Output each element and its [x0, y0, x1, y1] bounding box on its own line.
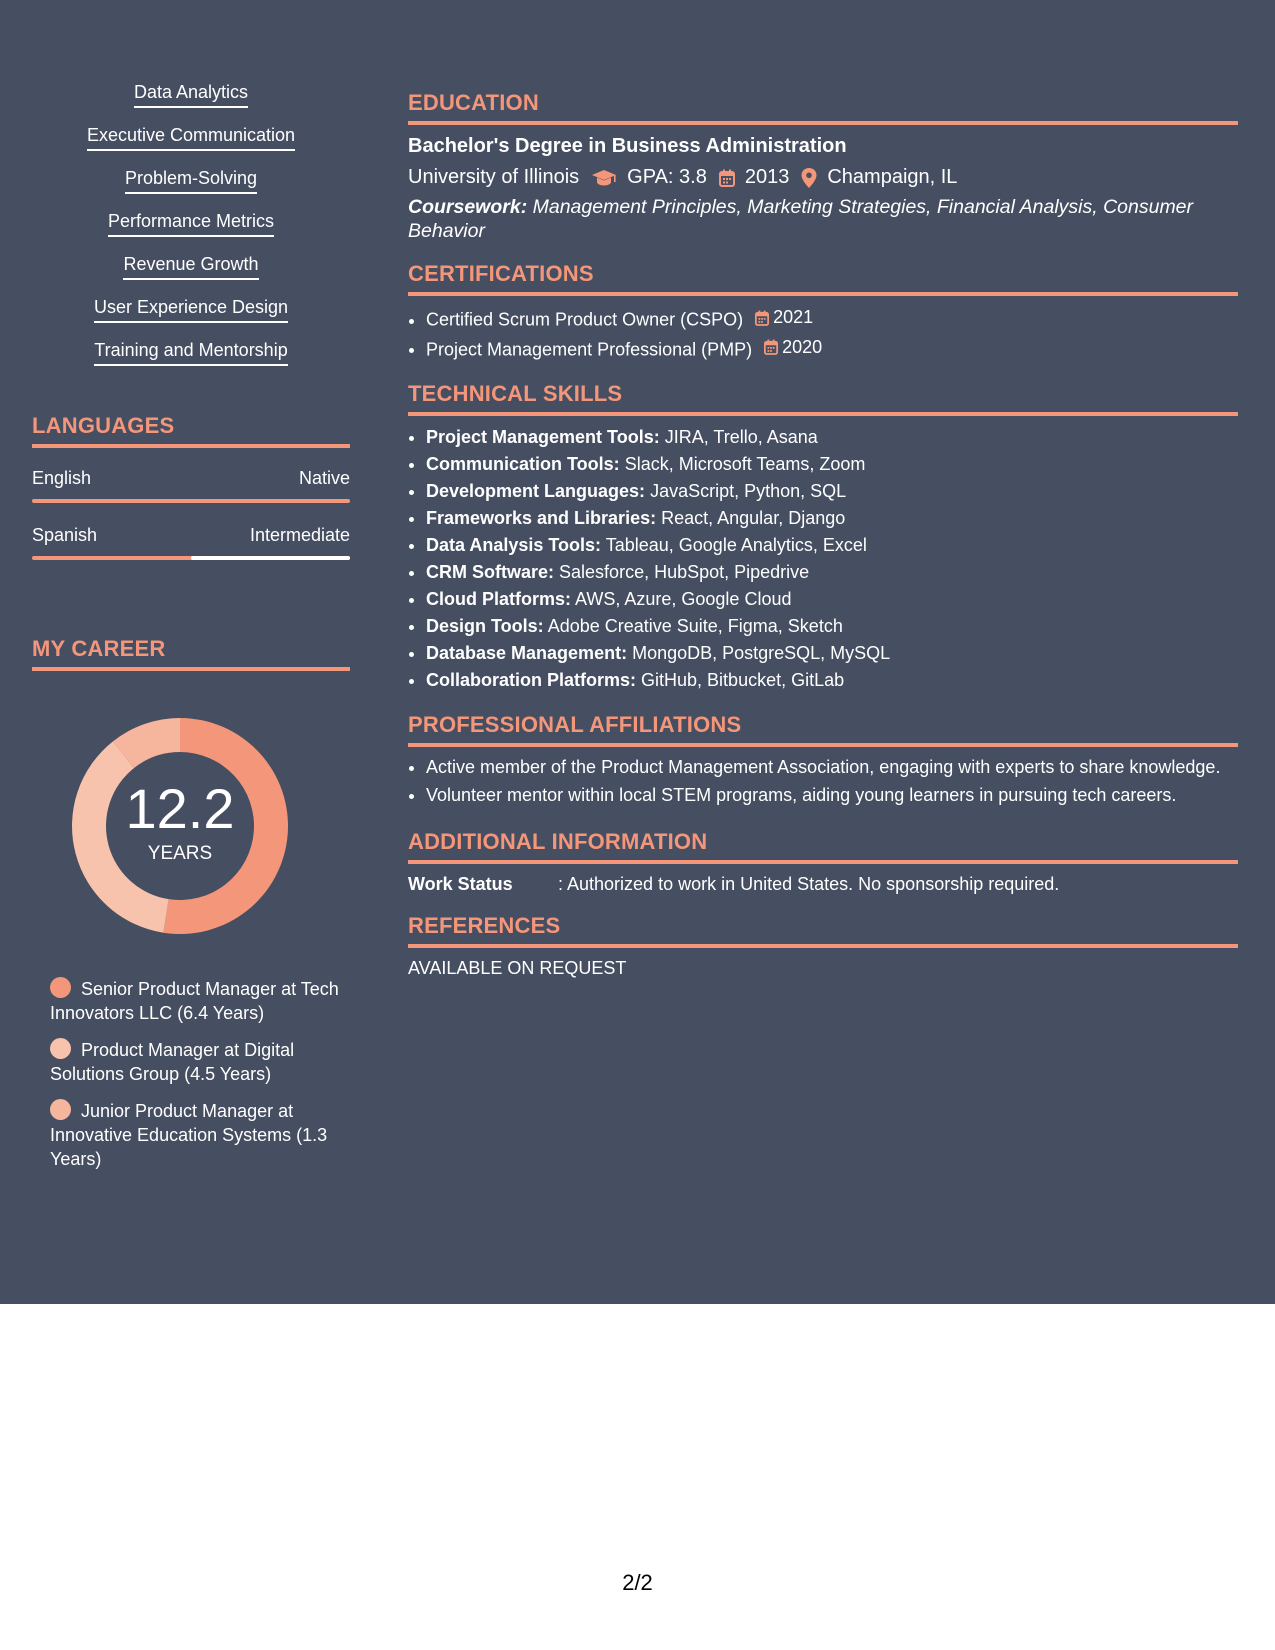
school-location: Champaign, IL [827, 166, 958, 188]
technical-skill-item: • Development Languages: JavaScript, Python, SQL [426, 478, 1238, 505]
education-heading: EDUCATION [408, 90, 1238, 125]
education-details [408, 166, 1238, 189]
skill-tag[interactable]: Executive Communication [87, 125, 295, 151]
language-name: English [32, 468, 92, 488]
language-item [32, 468, 350, 503]
certifications-heading: CERTIFICATIONS [408, 261, 1238, 296]
location-pin-icon [801, 168, 817, 188]
technical-skill-item: • Cloud Platforms: AWS, Azure, Google Cloud [426, 586, 1238, 613]
coursework [408, 195, 1238, 243]
additional-info-heading: ADDITIONAL INFORMATION [408, 829, 1238, 864]
graduation-year: 2013 [744, 166, 790, 188]
technical-skill-item: • Database Management: MongoDB, PostgreSQL, MySQL [426, 640, 1238, 667]
affiliation-item: • Active member of the Product Management Association, engaging with experts to share knowledge. [426, 755, 1238, 779]
affiliations-heading: PROFESSIONAL AFFILIATIONS [408, 712, 1238, 747]
skill-tag[interactable]: Problem-Solving [125, 168, 257, 194]
technical-skill-item: • Frameworks and Libraries: React, Angular, Django [426, 505, 1238, 532]
certification-year: 2020 [782, 336, 823, 357]
skill-tag[interactable]: Revenue Growth [123, 254, 258, 280]
affiliation-item: • Volunteer mentor within local STEM programs, aiding young learners in pursuing tech careers. [426, 783, 1238, 807]
skills-list [32, 82, 350, 383]
gpa: GPA: 3.8 [627, 166, 707, 188]
certification-item: • Certified Scrum Product Owner (CSPO) 2021 [426, 304, 1238, 334]
skill-tag[interactable]: Data Analytics [134, 82, 248, 108]
skill-tag[interactable]: User Experience Design [94, 297, 288, 323]
calendar-icon [719, 169, 735, 187]
legend-dot-icon [50, 977, 71, 998]
language-level: Intermediate [249, 525, 350, 545]
career-legend-item: Junior Product Manager at Innovative Education Systems (1.3 Years) [50, 1101, 328, 1169]
calendar-icon [755, 310, 769, 326]
language-proficiency-bar [32, 556, 350, 560]
technical-skill-item: • Design Tools: Adobe Creative Suite, Figma, Sketch [426, 613, 1238, 640]
coursework-label: Coursework: [408, 196, 528, 218]
career-heading: MY CAREER [32, 636, 350, 671]
skill-tag[interactable]: Performance Metrics [108, 211, 274, 237]
technical-skills-list [408, 424, 1238, 694]
technical-skills-heading: TECHNICAL SKILLS [408, 381, 1238, 416]
work-status-value: : Authorized to work in United States. No sponsorship required. [558, 874, 1060, 894]
work-status-label: Work Status [408, 874, 513, 894]
language-item [32, 525, 350, 560]
language-level: Native [298, 468, 350, 488]
coursework-list: Management Principles, Marketing Strategies, Financial Analysis, Consumer Behavior [408, 196, 1194, 242]
affiliations-list [408, 755, 1238, 807]
technical-skill-item: • Collaboration Platforms: GitHub, Bitbucket, GitLab [426, 667, 1238, 694]
technical-skill-item: • CRM Software: Salesforce, HubSpot, Pipedrive [426, 559, 1238, 586]
work-status [408, 874, 1238, 895]
languages-heading: LANGUAGES [32, 413, 350, 448]
certifications-list [408, 304, 1238, 363]
page-number: 2/2 [622, 1570, 653, 1595]
certification-year: 2021 [773, 307, 814, 327]
certification-item: • Project Management Professional (PMP) 2020 [426, 334, 1238, 364]
graduation-cap-icon [591, 169, 617, 187]
career-donut-chart [67, 713, 293, 939]
language-proficiency-bar [32, 499, 350, 503]
career-unit: YEARS [147, 843, 213, 864]
degree-title: Bachelor's Degree in Business Administration [408, 135, 847, 157]
references-heading: REFERENCES [408, 913, 1238, 948]
technical-skill-item: • Data Analysis Tools: Tableau, Google Analytics, Excel [426, 532, 1238, 559]
left-column [32, 82, 350, 1184]
legend-dot-icon [50, 1038, 71, 1059]
school-name: University of Illinois [408, 166, 580, 188]
career-legend-item: Senior Product Manager at Tech Innovators LLC (6.4 Years) [50, 979, 339, 1023]
references-text: AVAILABLE ON REQUEST [408, 958, 627, 978]
career-legend [50, 977, 340, 1171]
language-name: Spanish [32, 525, 98, 545]
calendar-icon [764, 339, 778, 355]
legend-dot-icon [50, 1099, 71, 1120]
technical-skill-item: • Communication Tools: Slack, Microsoft Teams, Zoom [426, 451, 1238, 478]
career-legend-item: Product Manager at Digital Solutions Group (4.5 Years) [50, 1040, 295, 1084]
career-total: 12.2 [125, 777, 235, 840]
right-column [408, 90, 1238, 979]
skill-tag[interactable]: Training and Mentorship [94, 340, 287, 366]
technical-skill-item: • Project Management Tools: JIRA, Trello, Asana [426, 424, 1238, 451]
